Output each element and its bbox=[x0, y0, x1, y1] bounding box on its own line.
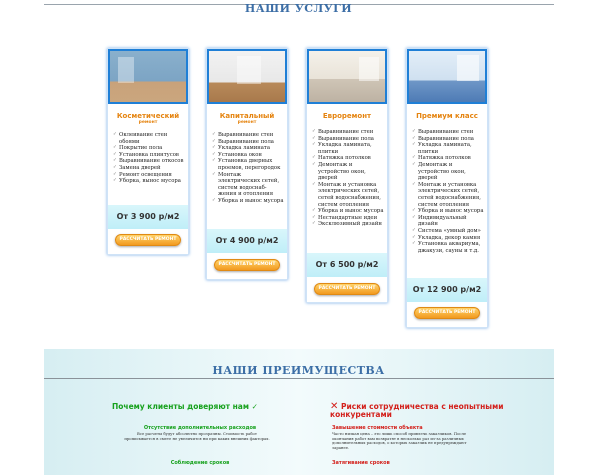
trust-sub-costs: Отсутствие дополнительных расходов bbox=[143, 425, 257, 431]
list-item: ✓ Укладка ламината, плитки bbox=[312, 142, 384, 155]
list-item: ✓ Укладка ламината bbox=[212, 145, 284, 152]
card-price: От 3 900 р/м2 bbox=[108, 205, 188, 229]
list-item: ✓ Выравнивание стен bbox=[312, 129, 384, 136]
list-item: ✓ Уборка и вынос мусора bbox=[312, 208, 384, 215]
list-item: ✓ Выравнивание стен bbox=[212, 132, 284, 139]
list-item: ✓ Выравнивание пола bbox=[312, 136, 384, 143]
list-item: ✓ Оклеивание стен обоями bbox=[113, 132, 185, 145]
list-item: ✓ Натяжка потолков bbox=[412, 155, 484, 162]
card-title: Евроремонт bbox=[322, 112, 372, 120]
trust-heading: Почему клиенты доверяют нам ✓ bbox=[112, 402, 258, 411]
list-item: ✓ Выравнивание пола bbox=[212, 139, 284, 146]
trust-text-costs: Все расчеты будут абсолютно прозрачны. Стоимость работ прописывается в смете не увеличится ни при каких внешних факторах. bbox=[124, 431, 270, 441]
card-photo bbox=[108, 49, 188, 104]
calc-repair-button[interactable]: РАССЧИТАТЬ РЕМОНТ bbox=[314, 283, 380, 295]
service-card-capital bbox=[206, 48, 288, 280]
list-item: ✓ Ремонт освещения bbox=[113, 172, 185, 179]
list-item: ✓ Система «умный дом» bbox=[412, 228, 484, 235]
list-item: ✓ Укладка, декор камня bbox=[412, 235, 484, 242]
service-card-euro bbox=[306, 48, 388, 303]
calc-repair-button[interactable]: РАССЧИТАТЬ РЕМОНТ bbox=[115, 234, 181, 246]
list-item: ✓ Установка окон bbox=[212, 152, 284, 159]
list-item: ✓ Покрытие пола bbox=[113, 145, 185, 152]
card-title: Премиум класс bbox=[416, 112, 478, 120]
cross-icon: ✕ bbox=[330, 401, 339, 412]
list-item: ✓ Укладка ламината, плитки bbox=[412, 142, 484, 155]
list-item: ✓ Демонтаж и устройство окон, дверей bbox=[312, 162, 384, 182]
list-item: ✓ Индивидуальный дизайн bbox=[412, 215, 484, 228]
list-item: ✓ Выравнивание откосов bbox=[113, 158, 185, 165]
list-item: ✓ Эксклюзивный дизайн bbox=[312, 221, 384, 228]
list-item: ✓ Натяжка потолков bbox=[312, 155, 384, 162]
risks-sub-deadlines: Затягивание сроков bbox=[332, 460, 390, 466]
card-photo bbox=[307, 49, 387, 104]
list-item: ✓ Монтаж и установка электрических сетей, сетей водоснабжения, систем отопления bbox=[312, 182, 384, 208]
risks-sub-cost: Завышение стоимости объекта bbox=[332, 425, 423, 431]
risks-text-cost: Часто низкая цена – это лишь способ привлечь заказчиков. После окончания работ вам возвратят в несколько раз из-за различных дополнительных расходов, о которых заказчик не предупреждают заранее. bbox=[332, 431, 467, 450]
list-item: ✓ Выравнивание стен bbox=[412, 129, 484, 136]
advantages-divider bbox=[44, 378, 554, 379]
list-item: ✓ Установка аквариума, джакузи, сауны и т.д. bbox=[412, 241, 484, 254]
list-item: ✓ Уборка, вынос мусора bbox=[113, 178, 185, 185]
list-item: ✓ Уборка и вынос мусора bbox=[412, 208, 484, 215]
list-item: ✓ Установка дверных проемов, перегородок bbox=[212, 158, 284, 171]
list-item: ✓ Замена дверей bbox=[113, 165, 185, 172]
list-item: ✓ Выравнивание пола bbox=[412, 136, 484, 143]
card-price: От 12 900 р/м2 bbox=[407, 278, 487, 302]
card-feature-list bbox=[307, 120, 387, 228]
trust-sub-deadlines: Соблюдение сроков bbox=[170, 460, 230, 466]
list-item: ✓ Демонтаж и устройство окон, дверей bbox=[412, 162, 484, 182]
card-photo bbox=[407, 49, 487, 104]
card-title: Косметический ремонт bbox=[116, 112, 180, 125]
card-feature-list bbox=[108, 125, 188, 185]
service-card-premium bbox=[406, 48, 488, 328]
calc-repair-button[interactable]: РАССЧИТАТЬ РЕМОНТ bbox=[414, 307, 480, 319]
service-card-cosmetic bbox=[107, 48, 189, 255]
check-icon: ✓ bbox=[251, 402, 258, 411]
card-feature-list bbox=[407, 120, 487, 254]
list-item: ✓ Монтаж и установка электрических сетей, сетей водоснабжения, систем отопления bbox=[412, 182, 484, 208]
list-item: ✓ Уборка и вынос мусора bbox=[212, 198, 284, 205]
advantages-title: НАШИ ПРЕИМУЩЕСТВА bbox=[212, 364, 385, 377]
risks-heading: ✕ Риски сотрудничества с неопытными конкурентами bbox=[330, 401, 504, 419]
calc-repair-button[interactable]: РАССЧИТАТЬ РЕМОНТ bbox=[214, 259, 280, 271]
card-photo bbox=[207, 49, 287, 104]
card-title: Капитальный ремонт bbox=[219, 112, 275, 125]
card-price: От 6 500 р/м2 bbox=[307, 253, 387, 277]
list-item: ✓ Нестандартные идеи bbox=[312, 215, 384, 222]
card-price: От 4 900 р/м2 bbox=[207, 229, 287, 253]
list-item: ✓ Монтаж электрических сетей, систем водоснаб-жения и отопления bbox=[212, 172, 284, 198]
services-title: НАШИ УСЛУГИ bbox=[244, 2, 353, 15]
card-feature-list bbox=[207, 125, 287, 205]
list-item: ✓ Установка плинтусов bbox=[113, 152, 185, 159]
